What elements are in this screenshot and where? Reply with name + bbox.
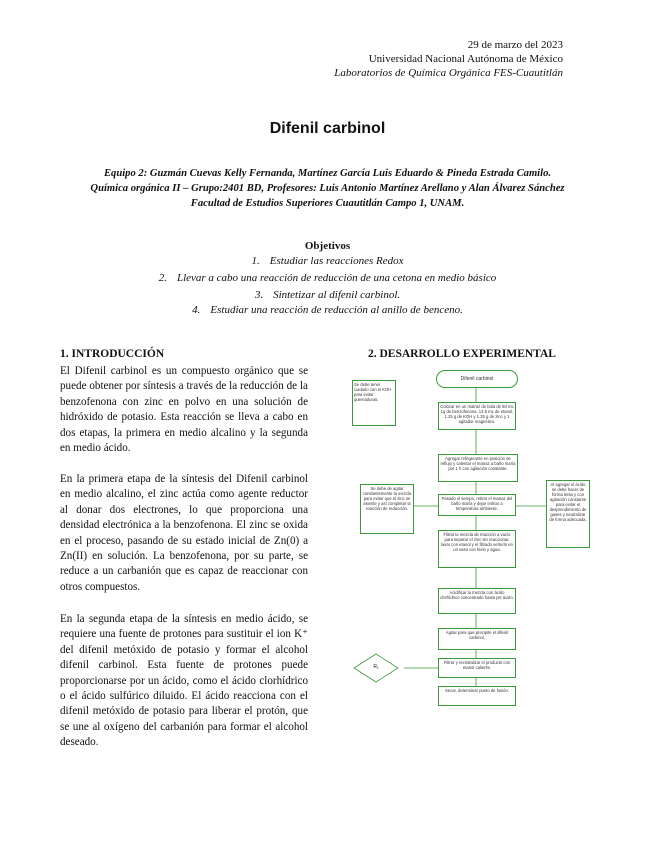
objective-number: 1.	[251, 255, 260, 267]
flowchart	[350, 366, 590, 716]
objective-4	[0, 304, 655, 316]
authors-line-1: Equipo 2: Guzmán Cuevas Kelly Fernanda, Martínez García Luis Eduardo & Pineda Estrada Camilo.	[103, 168, 552, 179]
flow-note-left-top: Se debe tener cuidado con el KOH para evitar quemaduras.	[352, 380, 396, 426]
objective-text: Estudiar las reacciones Redox	[269, 255, 404, 267]
authors-line-3: Facultad de Estudios Superiores Cuautitlán Campo 1, UNAM.	[190, 198, 465, 209]
intro-paragraph-3: En la segunda etapa de la síntesis en medio ácido, se requiere una fuente de protones para sustituir el ion K⁺ del difenil metóxido de potasio y formar el alcohol difenil carbinol. Esta fuente de protones puede proporcionarse por un ácido, como el ácido clorhídrico o el ácido sulfúrico diluido. El ácido reacciona con el difenil metóxido de potasio para liberar el protón, que se une al oxígeno del carbanión para formar el alcohol deseado.	[60, 613, 308, 749]
flow-start: Difenil carbinol	[436, 370, 518, 388]
intro-paragraph-2: En la primera etapa de la síntesis del Difenil carbinol en medio alcalino, el zinc actúa como agente reductor al donar dos electrones, lo que proporciona una densidad electrónica a la benzofenona. El zinc se oxida en el proceso, pasando de su estado inicial de Zn(0) a Zn(II) en solución. La benzofenona, por su parte, se reduce a un carbanión que es capaz de reaccionar con otros compuestos.	[60, 473, 308, 593]
flow-step-1: Colocar en un matraz de bola de 50 mL 1g de benzofenona, 12.5 mL de etanol, 1.25 g de KOH y 1.25 g de zinc y 1 agitador magnético.	[438, 402, 516, 430]
objective-3	[0, 289, 655, 301]
flow-step-4: Filtrar la mezcla de reacción a vacío para separar el zinc sin reaccionar, lavar con etanol y el filtrado verterlo en un vaso con hielo y agua.	[438, 530, 516, 568]
flow-step-2: Agregar refrigerante en posición de reflujo y calentar el matraz a baño maría por 1 h con agitación constante.	[438, 454, 518, 482]
objective-number: 2.	[158, 272, 167, 284]
flow-step-6: Agitar para que precipite el difenil carbinol.	[438, 628, 516, 650]
objective-number: 4.	[192, 304, 201, 316]
paper-title: Difenil carbinol	[269, 120, 386, 137]
flow-decision-label: R₁	[373, 664, 379, 670]
experimental-heading: 2. DESARROLLO EXPERIMENTAL	[368, 348, 556, 360]
flow-step-5: Acidificar la mezcla con ácido clorhídrico concentrado hasta pH ácido.	[438, 588, 516, 614]
flow-step-7: Filtrar y recristalizar el producto con etanol caliente.	[438, 658, 516, 678]
flow-note-left-mid: Se debe de agitar constantemente la mezcla para evitar que el zinc se asiente y así completar la reacción de reducción.	[360, 484, 414, 534]
university: Universidad Nacional Autónoma de México	[368, 53, 563, 65]
objective-text: Estudiar una reacción de reducción al anillo de benceno.	[210, 304, 463, 316]
intro-paragraph-1: El Difenil carbinol es un compuesto orgánico que se puede obtener por síntesis a través de la reducción de la benzofenona con zinc en polvo en una solución de hidróxido de potasio. Esta reacción se lleva a cabo en dos etapas, la primera en medio alcalino y la segunda en medio ácido.	[60, 365, 308, 455]
flow-note-right-mid: Al agregar el ácido se debe hacer de forma lenta y con agitación constante para evitar el desprendimiento de gases y neutralizar de forma adecuada.	[546, 480, 590, 548]
authors-line-2: Química orgánica II – Grupo:2401 BD, Profesores: Luis Antonio Martínez Arellano y Alan Álvarez Sánchez	[90, 183, 565, 194]
objective-2	[0, 272, 655, 284]
intro-heading: 1. INTRODUCCIÓN	[60, 348, 165, 360]
objective-text: Sintetizar al difenil carbinol.	[273, 289, 401, 301]
authors-block	[60, 166, 595, 211]
date: 29 de marzo del 2023	[467, 39, 563, 51]
flow-step-8: Secar, determinar punto de fusión.	[438, 686, 516, 706]
lab-name: Laboratorios de Química Orgánica FES-Cuautitlán	[334, 67, 563, 79]
flow-step-3: Pasado el tiempo, retirar el matraz del baño maría y dejar enfriar a temperatura ambiente.	[438, 494, 516, 516]
objectives-title: Objetivos	[304, 240, 351, 252]
objective-text: Llevar a cabo una reacción de reducción de una cetona en medio básico	[176, 272, 497, 284]
objective-number: 3.	[254, 289, 264, 301]
objective-1	[0, 255, 655, 267]
